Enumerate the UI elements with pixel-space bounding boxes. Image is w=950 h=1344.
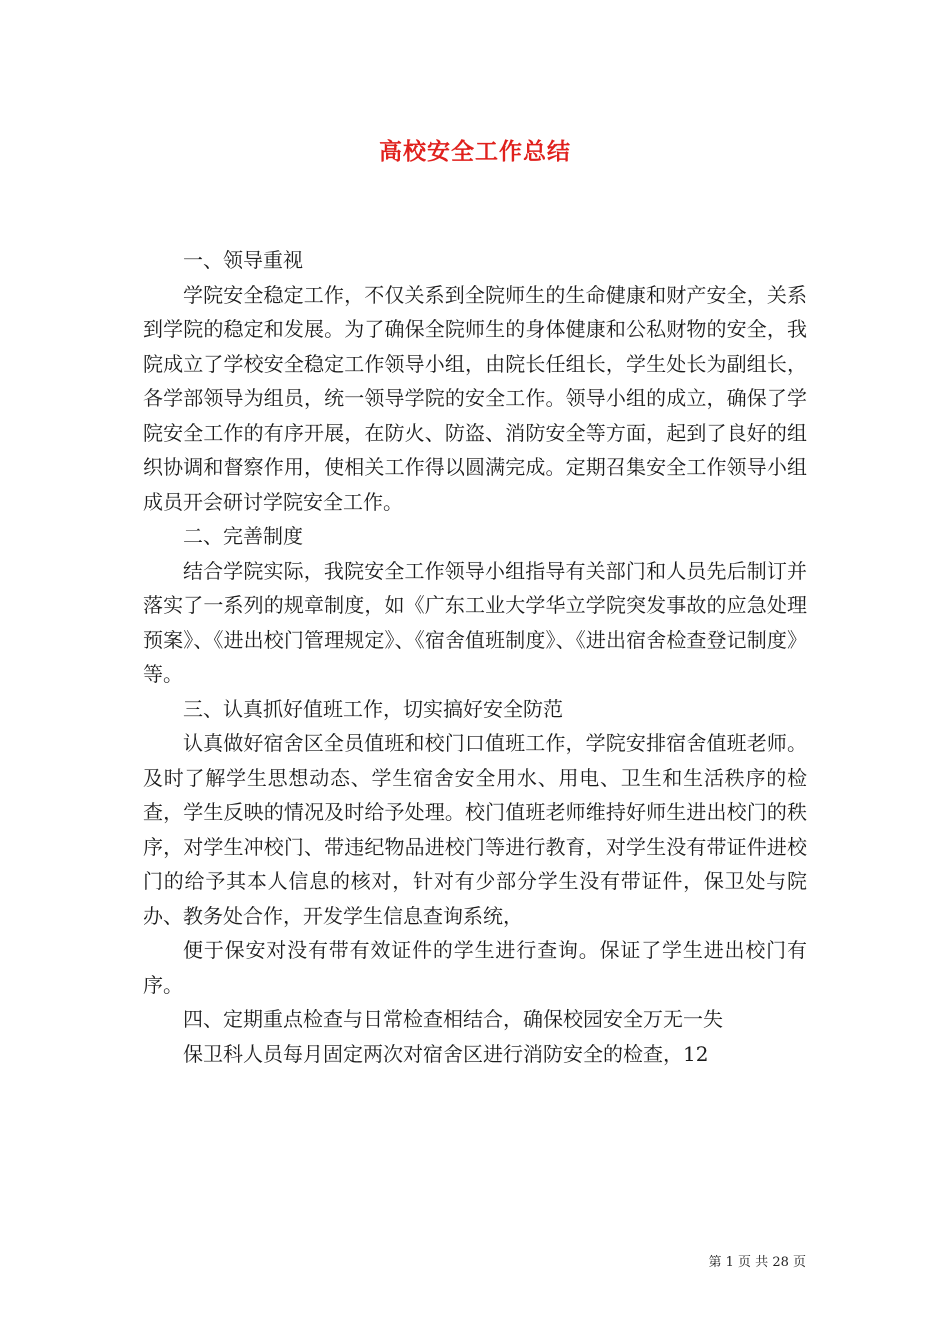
- document-title: 高校安全工作总结: [379, 138, 571, 165]
- heading-duty: 三、认真抓好值班工作，切实搞好安全防范: [183, 696, 563, 721]
- heading-leadership: 一、领导重视: [183, 248, 303, 272]
- paragraph-inspection: 保卫科人员每月固定两次对宿舍区进行消防安全的检查，12: [183, 1041, 709, 1066]
- heading-regulations: 二、完善制度: [183, 524, 303, 548]
- heading-inspection: 四、定期重点检查与日常检查相结合，确保校园安全万无一失: [183, 1007, 723, 1031]
- paragraph-regulations: 结合学院实际，我院安全工作领导小组指导有关部门和人员先后制订并落实了一系列的规章制度，如《广东工业大学华立学院突发事故的应急处理预案》、《进出校门管理规定》、《宿舍值班制度》、《进出宿舍检查登记制度》等。: [143, 558, 807, 686]
- page-number: 第 1 页 共 28 页: [708, 1255, 806, 1270]
- document-body: [143, 243, 807, 1071]
- paragraph-duty: 认真做好宿舍区全员值班和校门口值班工作，学院安排宿舍值班老师。及时了解学生思想动态、学生宿舍安全用水、用电、卫生和生活秩序的检查，学生反映的情况及时给予处理。校门值班老师维持好师生进出校门的秩序，对学生冲校门、带违纪物品进校门等进行教育，对学生没有带证件进校门的给予其本人信息的核对，针对有少部分学生没有带证件，保卫处与院办、教务处合作，开发学生信息查询系统，: [143, 731, 807, 928]
- paragraph-duty-continued: 便于保安对没有带有效证件的学生进行查询。保证了学生进出校门有序。: [143, 938, 807, 997]
- paragraph-leadership: 学院安全稳定工作，不仅关系到全院师生的生命健康和财产安全，关系到学院的稳定和发展。为了确保全院师生的身体健康和公私财物的安全，我院成立了学校安全稳定工作领导小组，由院长任组长，学生处长为副组长，各学部领导为组员，统一领导学院的安全工作。领导小组的成立，确保了学院安全工作的有序开展，在防火、防盗、消防安全等方面，起到了良好的组织协调和督察作用，使相关工作得以圆满完成。定期召集安全工作领导小组成员开会研讨学院安全工作。: [143, 282, 807, 514]
